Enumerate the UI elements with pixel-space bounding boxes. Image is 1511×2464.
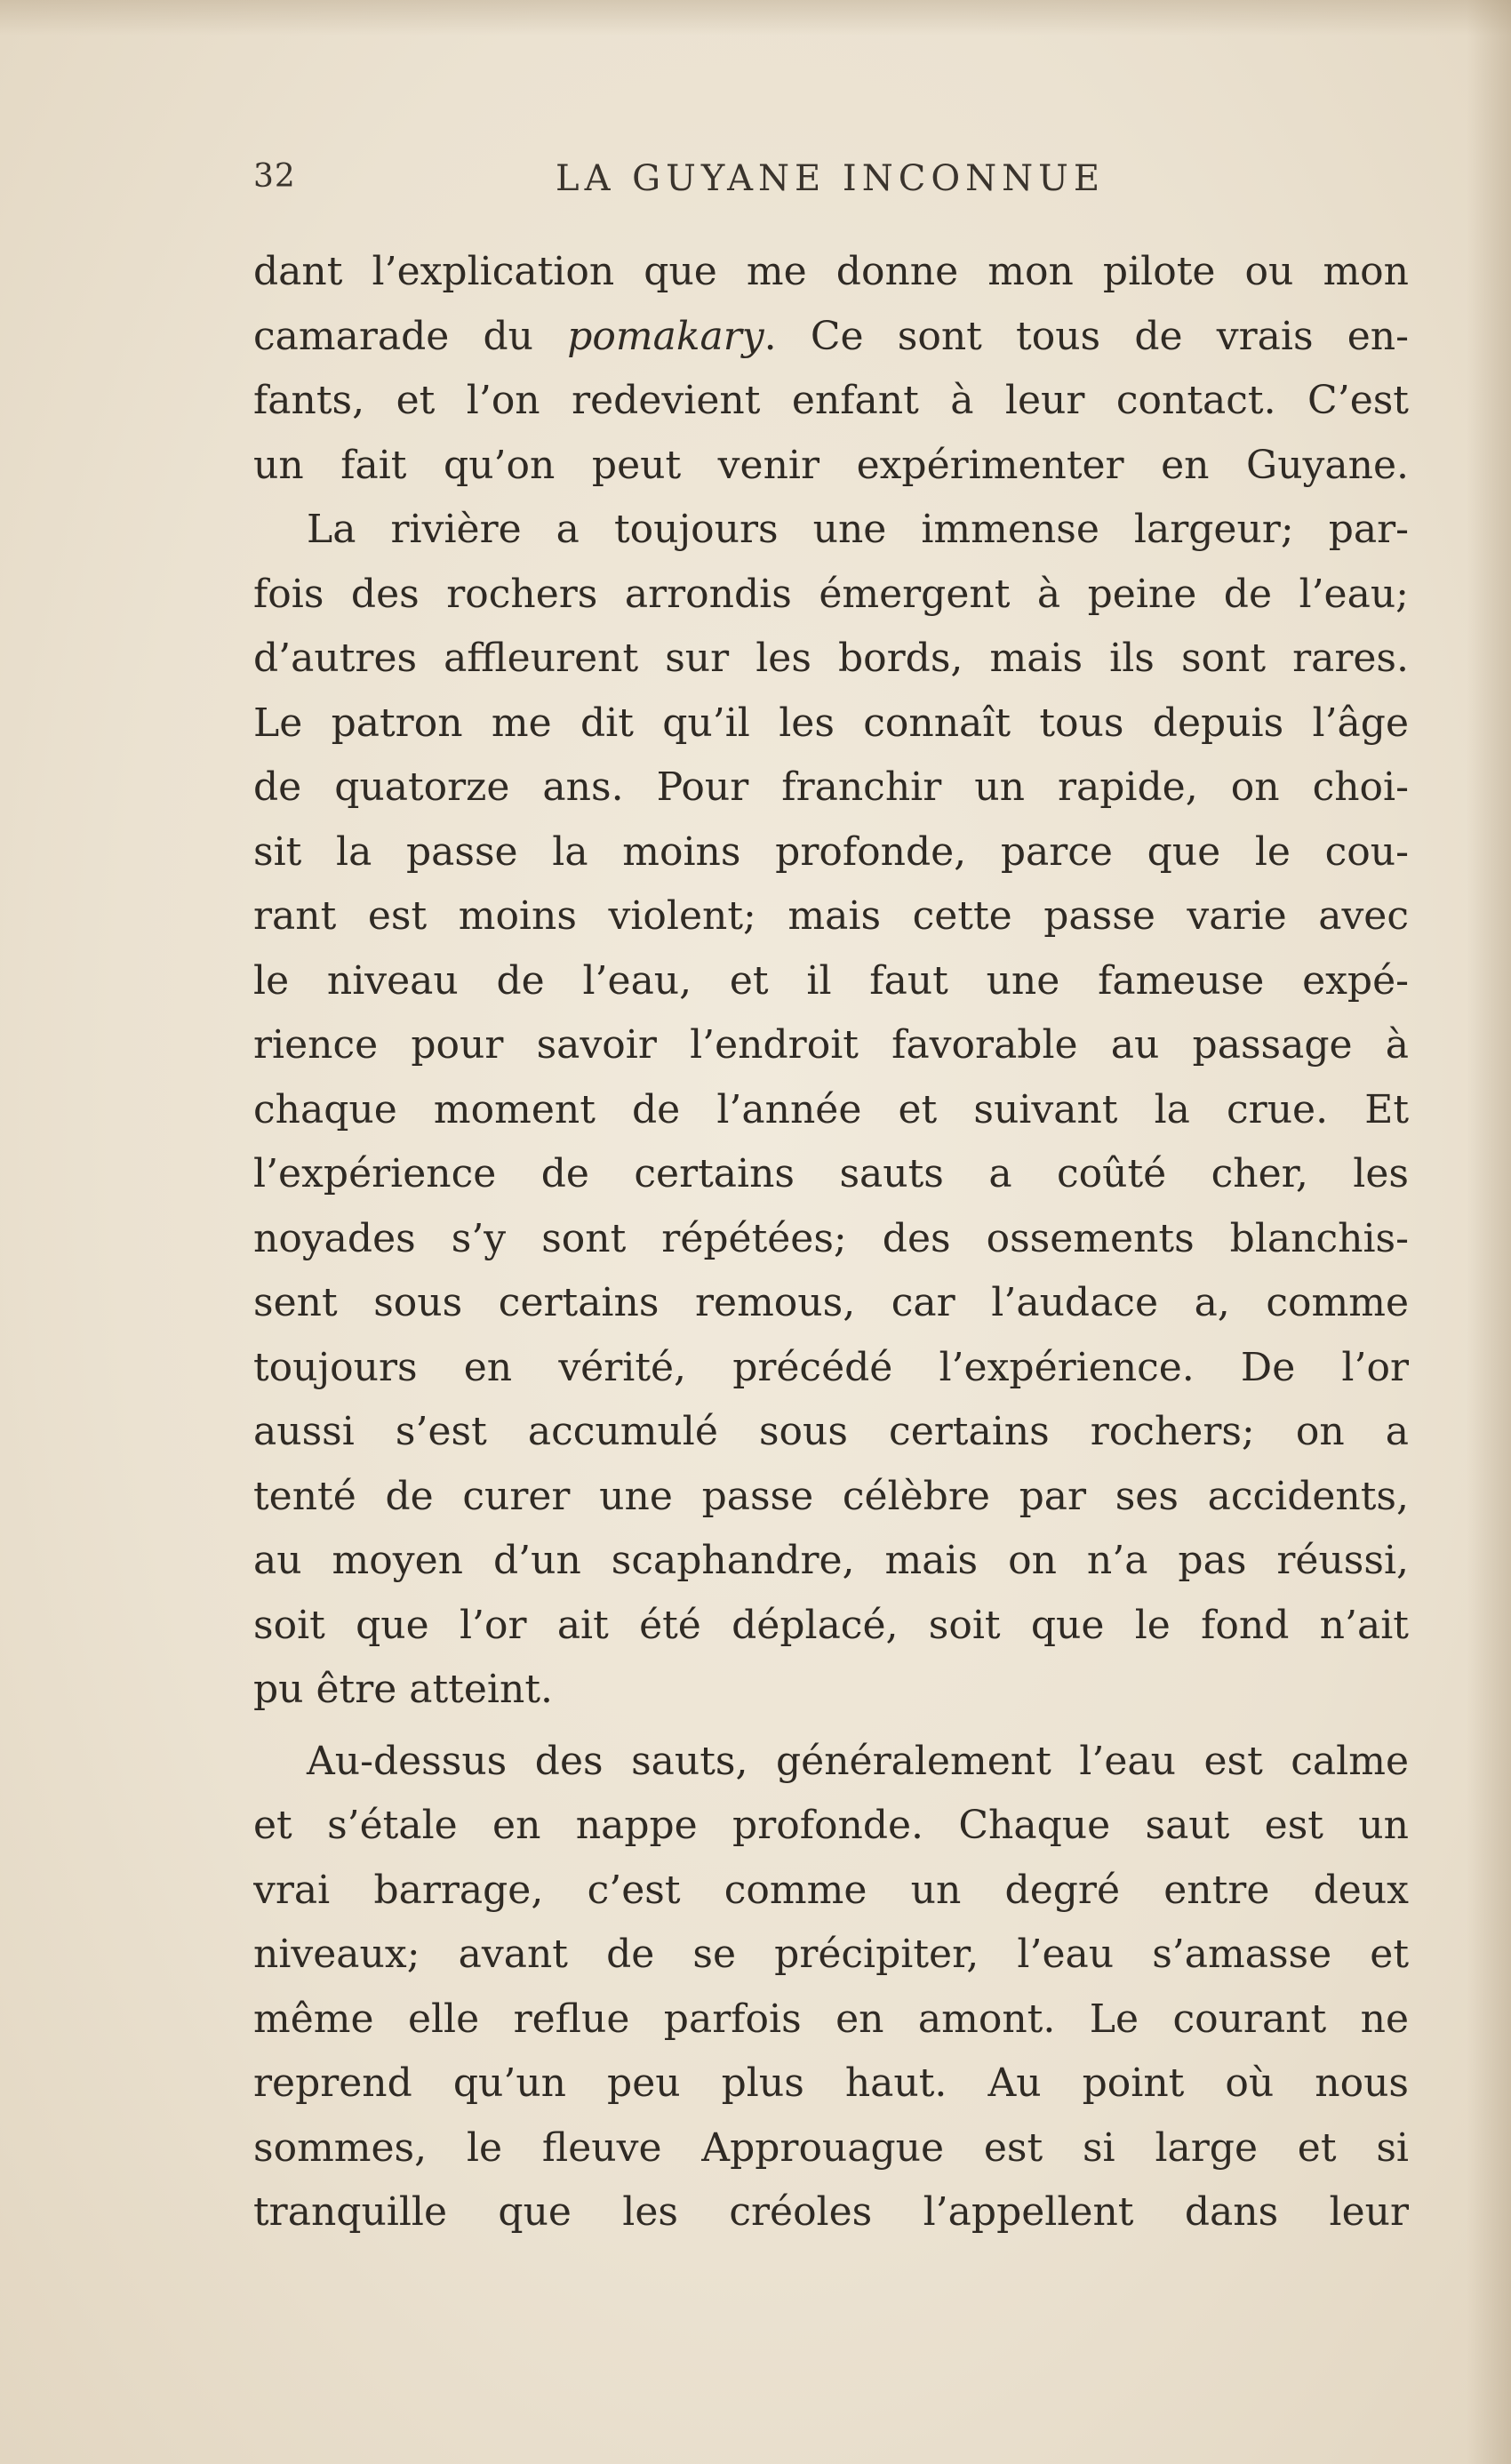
text-line: niveaux; avant de se précipiter, l’eau s’amasse et <box>253 1932 1409 1977</box>
text-line <box>253 305 1409 370</box>
text-line: toujours en vérité, précédé l’expérience. De l’or <box>253 1344 1409 1390</box>
text-segment: . Ce sont tous de vrais en- <box>763 313 1409 359</box>
text-line: tenté de curer une passe célèbre par ses accidents, <box>253 1473 1409 1519</box>
running-header <box>253 158 1409 212</box>
text-line: au moyen d’un scaphandre, mais on n’a pas réussi, <box>253 1538 1409 1583</box>
text-line: fants, et l’on redevient enfant à leur contact. C’est <box>253 378 1409 423</box>
text-line: Le patron me dit qu’il les connaît tous depuis l’âge <box>253 700 1409 746</box>
page-top-shading <box>0 0 1511 36</box>
text-line: rant est moins violent; mais cette passe varie avec <box>253 893 1409 939</box>
paragraph-2 <box>253 498 1409 1723</box>
text-line: pu être atteint. <box>253 1667 553 1712</box>
text-line: sommes, le fleuve Approuague est si large et si <box>253 2124 1409 2171</box>
text-line: sent sous certains remous, car l’audace a, comme <box>253 1280 1409 1325</box>
text-line: vrai barrage, c’est comme un degré entre deux <box>253 1867 1409 1913</box>
text-line: d’autres affleurent sur les bords, mais ils sont rares. <box>253 636 1409 681</box>
text-line: noyades s’y sont répétées; des ossements blanchis- <box>253 1215 1409 1261</box>
text-line: de quatorze ans. Pour franchir un rapide, on choi- <box>253 764 1409 810</box>
text-line: reprend qu’un peu plus haut. Au point où nous <box>253 2060 1409 2106</box>
paragraph-1 <box>253 240 1409 498</box>
body-text <box>253 240 1409 2245</box>
text-line: chaque moment de l’année et suivant la crue. Et <box>253 1086 1409 1132</box>
text-line: rience pour savoir l’endroit favorable au passage à <box>253 1022 1409 1068</box>
text-line: La rivière a toujours une immense largeur; par- <box>307 507 1409 552</box>
text-line: sit la passe la moins profonde, parce que le cou- <box>253 828 1409 875</box>
paragraph-3 <box>253 1730 1409 2245</box>
running-title: LA GUYANE INCONNUE <box>556 158 1106 199</box>
text-line: le niveau de l’eau, et il faut une fameuse expé- <box>253 957 1409 1004</box>
text-line: Au-dessus des sauts, généralement l’eau est calme <box>307 1738 1409 1784</box>
text-line: aussi s’est accumulé sous certains rochers; on a <box>253 1409 1409 1454</box>
italic-term: pomakary <box>567 313 764 359</box>
text-line: tranquille que les créoles l’appellent dans leur <box>253 2189 1409 2235</box>
text-line: fois des rochers arrondis émergent à peine de l’eau; <box>253 571 1409 617</box>
text-line: l’expérience de certains sauts a coûté cher, les <box>253 1151 1409 1196</box>
paragraph-gap <box>253 1723 1409 1730</box>
text-line: soit que l’or ait été déplacé, soit que le fond n’ait <box>253 1602 1409 1648</box>
page-number: 32 <box>253 158 296 195</box>
text-line: dant l’explication que me donne mon pilote ou mon <box>253 249 1409 294</box>
text-segment: camarade du <box>253 313 534 359</box>
text-line: même elle reflue parfois en amont. Le courant ne <box>253 1996 1409 2042</box>
text-line: un fait qu’on peut venir expérimenter en Guyane. <box>253 442 1409 488</box>
text-line: et s’étale en nappe profonde. Chaque saut est un <box>253 1803 1409 1848</box>
page-edge-shading <box>1467 0 1511 2464</box>
